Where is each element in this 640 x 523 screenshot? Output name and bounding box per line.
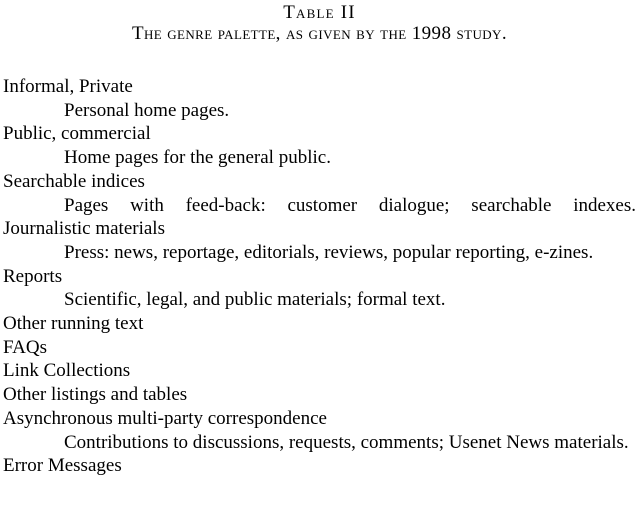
genre-list: [3, 75, 636, 478]
genre-entry: [3, 217, 636, 264]
genre-description: Home pages for the general public.: [64, 147, 331, 169]
genre-entry: [3, 312, 636, 336]
genre-label: Other running text: [3, 313, 144, 335]
genre-label: Asynchronous multi-party correspondence: [3, 407, 327, 429]
genre-description: Personal home pages.: [64, 99, 230, 121]
genre-entry: [3, 359, 636, 383]
genre-entry: [3, 383, 636, 407]
genre-entry: [3, 407, 636, 454]
genre-entry: [3, 336, 636, 360]
genre-label: Informal, Private: [3, 76, 133, 97]
genre-label: Public, commercial: [3, 123, 151, 145]
genre-description: Scientific, legal, and public materials; formal text.: [64, 289, 446, 311]
genre-label: Journalistic materials: [3, 218, 165, 240]
genre-label: Reports: [3, 265, 63, 287]
genre-label: Other listings and tables: [3, 384, 188, 406]
genre-entry: [3, 75, 636, 122]
genre-entry: [3, 454, 636, 478]
genre-entry: [3, 170, 636, 217]
genre-label: FAQs: [3, 336, 47, 358]
genre-description: Contributions to discussions, requests, comments; Usenet News materials.: [64, 431, 629, 453]
genre-entry: [3, 265, 636, 312]
table-title: Table II: [283, 2, 356, 23]
genre-description: Pages with feed-back: customer dialogue; searchable indexes.: [64, 194, 636, 216]
table-caption: The genre palette, as given by the 1998 study.: [131, 23, 507, 44]
genre-label: Error Messages: [3, 455, 122, 477]
genre-label: Searchable indices: [3, 170, 145, 192]
genre-description: Press: news, reportage, editorials, reviews, popular reporting, e-zines.: [64, 241, 594, 263]
genre-entry: [3, 122, 636, 169]
genre-label: Link Collections: [3, 360, 131, 382]
